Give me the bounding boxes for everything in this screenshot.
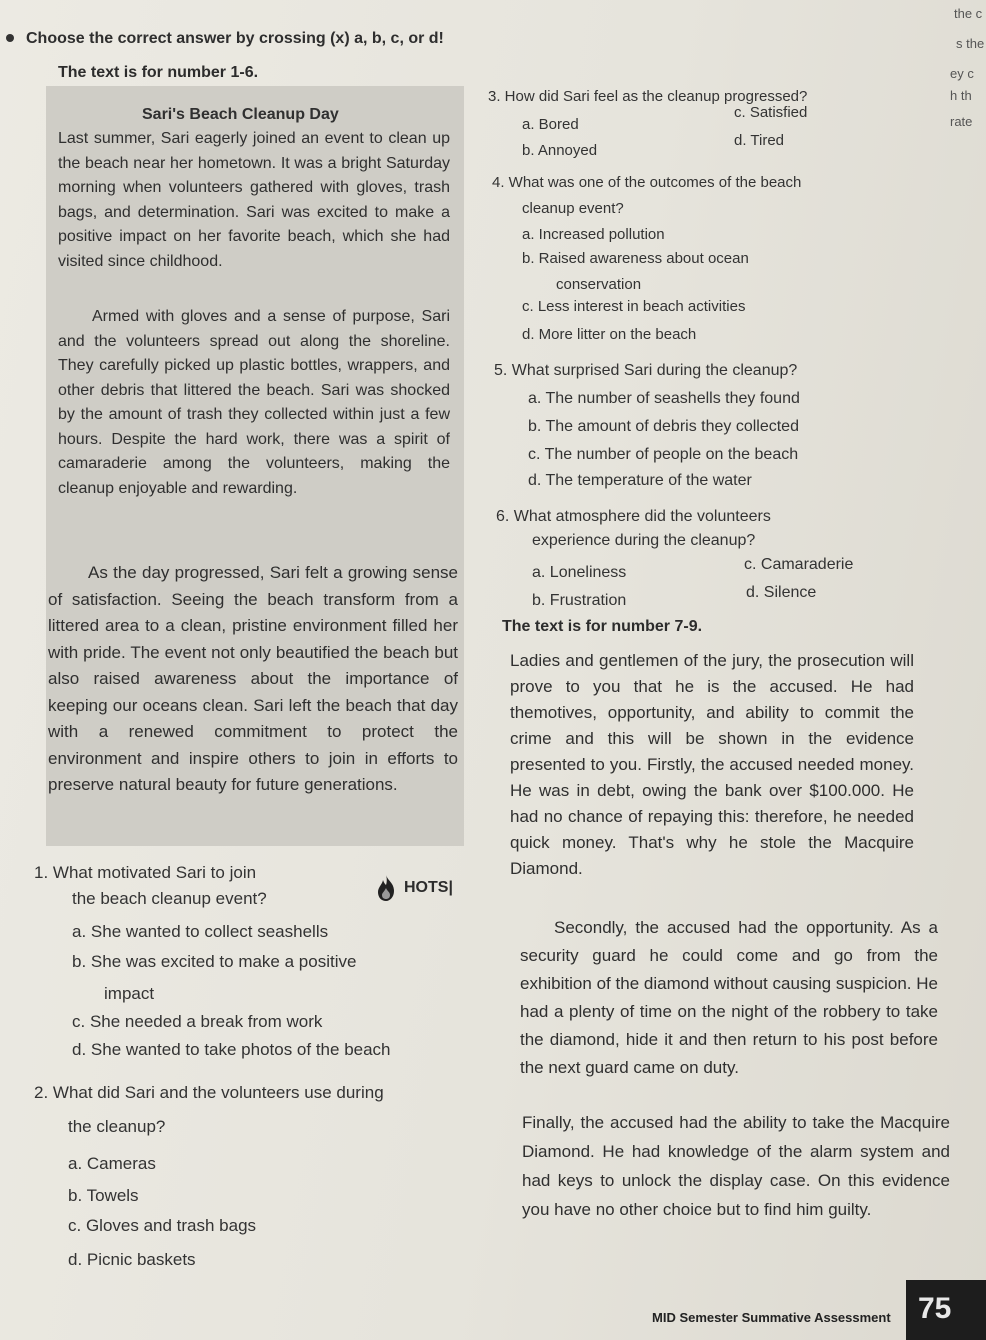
question-4-option-c[interactable]: c. Less interest in beach activities bbox=[522, 298, 746, 315]
section1-header: The text is for number 1-6. bbox=[58, 64, 259, 81]
question-5-option-d[interactable]: d. The temperature of the water bbox=[528, 472, 752, 489]
footer-label: MID Semester Summative Assessment bbox=[652, 1310, 891, 1325]
question-2-option-c[interactable]: c. Gloves and trash bags bbox=[68, 1216, 257, 1235]
question-4-option-a[interactable]: a. Increased pollution bbox=[522, 226, 665, 243]
edge-fragment-4: h th bbox=[950, 88, 972, 103]
passage2-paragraph-3: Finally, the accused had the ability to take the Macquire Diamond. He had knowledge of the alarm system and had keys to unlock the display case. On this evidence you have no other choice but to find him guilty. bbox=[522, 1113, 950, 1219]
passage-title: Sari's Beach Cleanup Day bbox=[142, 106, 339, 123]
question-4-option-b[interactable]: b. Raised awareness about ocean bbox=[522, 250, 749, 267]
question-3-option-b[interactable]: b. Annoyed bbox=[522, 142, 598, 159]
passage-paragraph-3: As the day progressed, Sari felt a growing sense of satisfaction. Seeing the beach transform from a littered area to a clean, pristine environment filled her with pride. The event not only beautified the beach but also raised awareness about the importance of keeping our oceans clean. Sari left the beach that day with a renewed commitment to protect the environment and inspire others to join in efforts to preserve natural beauty for future generations. bbox=[48, 563, 458, 794]
hots-label: HOTS| bbox=[404, 879, 453, 896]
instruction-text: Choose the correct answer by crossing (x) a, b, c, or d! bbox=[26, 30, 444, 47]
hots-badge bbox=[374, 874, 453, 902]
page-number: 75 bbox=[918, 1292, 952, 1325]
question-1-line-1: 1. What motivated Sari to join bbox=[34, 863, 257, 882]
question-5-text: 5. What surprised Sari during the cleanup? bbox=[494, 362, 798, 379]
question-4-option-b-cont: conservation bbox=[556, 276, 642, 293]
question-6-option-b[interactable]: b. Frustration bbox=[532, 592, 627, 609]
bullet-dot bbox=[6, 34, 14, 42]
question-1-option-b-cont: impact bbox=[104, 984, 155, 1003]
question-5-option-a[interactable]: a. The number of seashells they found bbox=[528, 390, 800, 407]
question-6-option-c[interactable]: c. Camaraderie bbox=[744, 556, 854, 573]
edge-fragment-5: rate bbox=[950, 114, 973, 129]
flame-icon bbox=[374, 874, 398, 902]
question-3-option-c[interactable]: c. Satisfied bbox=[734, 104, 808, 121]
question-1-line-2: the beach cleanup event? bbox=[72, 889, 267, 908]
edge-fragment-1: the c bbox=[954, 6, 983, 21]
question-1-option-b[interactable]: b. She was excited to make a positive bbox=[72, 952, 357, 971]
passage-paragraph-2: Armed with gloves and a sense of purpose, Sari and the volunteers spread out along the shoreline. They carefully picked up plastic bottles, wrappers, and other debris that littered the beach. Sari was shocked by the amount of trash they collected within just a few hours. Despite the hard work, there was a spirit of camaraderie among the volunteers, making the cleanup enjoyable and rewarding. bbox=[58, 308, 450, 497]
question-2-line-1: 2. What did Sari and the volunteers use during bbox=[34, 1083, 384, 1102]
question-6-option-d[interactable]: d. Silence bbox=[746, 584, 817, 601]
edge-fragment-3: ey c bbox=[950, 66, 974, 81]
passage2-paragraph-2: Secondly, the accused had the opportunity. As a security guard he could come and go from the exhibition of the diamond without causing suspicion. He had a plenty of time on the night of the robbery to take the diamond, hide it and then return to his post before the next guard came on duty. bbox=[520, 918, 938, 1077]
question-1-option-a[interactable]: a. She wanted to collect seashells bbox=[72, 922, 329, 941]
question-4-line-1: 4. What was one of the outcomes of the beach bbox=[492, 174, 802, 191]
section2-header: The text is for number 7-9. bbox=[502, 618, 703, 635]
question-5-option-b[interactable]: b. The amount of debris they collected bbox=[528, 418, 799, 435]
passage2-paragraph-1: Ladies and gentlemen of the jury, the prosecution will prove to you that he is the accused. He had themotives, opportunity, and ability to commit the crime and this will be shown in the evidence presented to you. Firstly, the accused needed money. He was in debt, owing the bank over $100.000. He had no chance of repaying this: therefore, he needed quick money. That's why he stole the Macquire Diamond. bbox=[510, 651, 914, 878]
question-2-option-d[interactable]: d. Picnic baskets bbox=[68, 1250, 196, 1269]
question-4-option-d[interactable]: d. More litter on the beach bbox=[522, 326, 697, 343]
question-1-option-d[interactable]: d. She wanted to take photos of the beach bbox=[72, 1040, 391, 1059]
question-6-line-1: 6. What atmosphere did the volunteers bbox=[496, 508, 771, 525]
question-5-option-c[interactable]: c. The number of people on the beach bbox=[528, 446, 799, 463]
question-2-option-b[interactable]: b. Towels bbox=[68, 1186, 139, 1205]
edge-fragment-2: s the bbox=[956, 36, 985, 51]
question-6-option-a[interactable]: a. Loneliness bbox=[532, 564, 627, 581]
passage-paragraph-1: Last summer, Sari eagerly joined an event to clean up the beach near her hometown. It was a bright Saturday morning when volunteers gathered with gloves, trash bags, and determination. Sari was excited to make a positive impact on her favorite beach, which she had visited since childhood. bbox=[58, 130, 450, 270]
question-4-line-2: cleanup event? bbox=[522, 200, 624, 217]
question-3-text: 3. How did Sari feel as the cleanup progressed? bbox=[488, 88, 808, 105]
question-6-line-2: experience during the cleanup? bbox=[532, 532, 756, 549]
question-3-option-d[interactable]: d. Tired bbox=[734, 132, 785, 149]
question-3-option-a[interactable]: a. Bored bbox=[522, 116, 579, 133]
question-2-line-2: the cleanup? bbox=[68, 1117, 166, 1136]
question-1-option-c[interactable]: c. She needed a break from work bbox=[72, 1012, 323, 1031]
question-2-option-a[interactable]: a. Cameras bbox=[68, 1154, 156, 1173]
